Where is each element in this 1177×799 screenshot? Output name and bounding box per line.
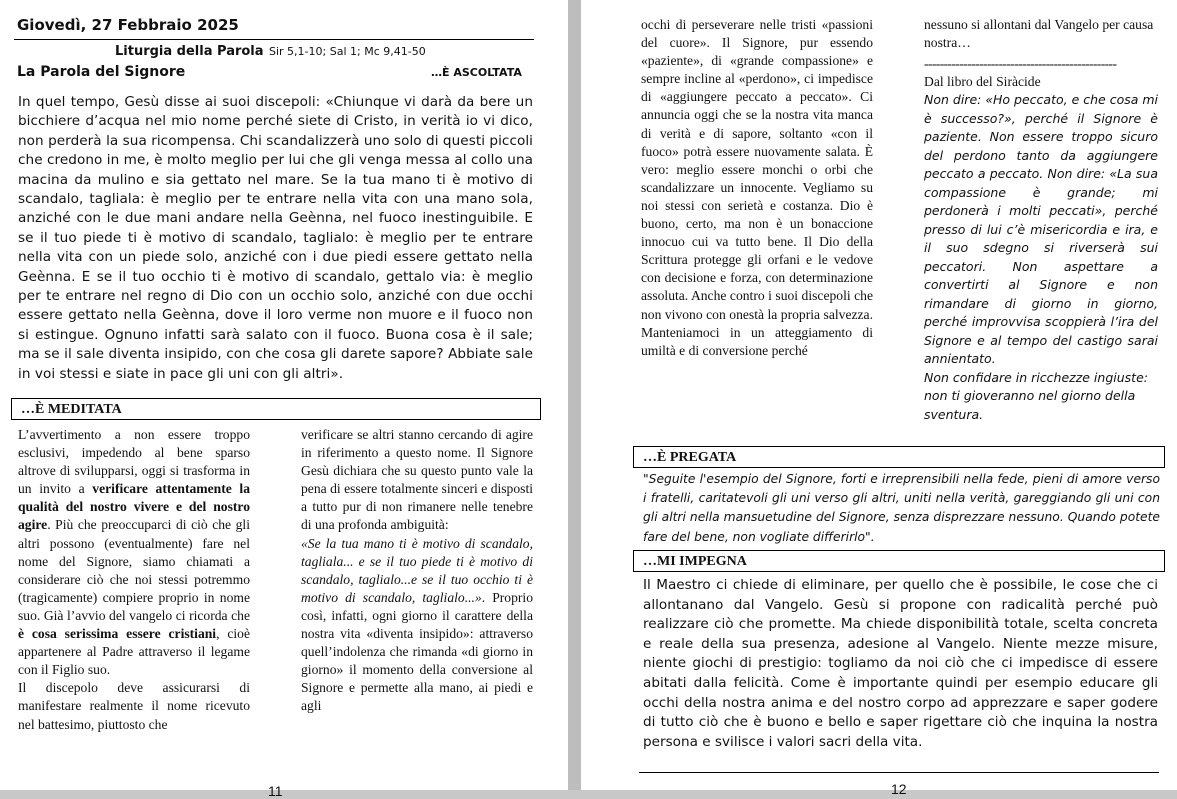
gospel-quote: «Se la tua mano ti è motivo di scandalo, tagliala... e se il tuo piede ti è motivo di scandalo, taglialo...e se il tuo occhio ti è motivo di scandalo, taglialo...» [301,535,533,605]
meditation-paragraph-2: Il discepolo deve assicurarsi di manifestare realmente il nome ricevuto nel battesimo, piuttosto che [18,680,250,732]
sirach-title: Dal libro del Siràcide [924,74,1041,90]
meditation-paragraph-1 [18,426,250,679]
reflection-column: occhi di perseverare nelle tristi «passioni del cuore». Il Signore, pur essendo «paziente», di «grande compassione» e sempre incline al «perdono», ci impedisce di «aggiungere peccato a peccato». Ci annuncia oggi che se la nostra vita manca di verità e di sapore, soltanto «con il fuoco» potrà essere nuovamente salata. È vero: meglio essere monchi o orbi che scandalizzare un innocente. Vegliamo su noi stessi con serietà e costanza. Dio è buono, certo, ma non è un bonaccione innocuo cui va tutto bene. Il Dio della Scrittura protegge gli orfani e le vedove con decisione e forza, con determinazione assoluta. Anche contro i suoi discepoli che non vivono con onestà la propria salvezza. Manteniamoci in un atteggiamento di umiltà e di conversione perché [641,17,873,358]
med-text: , cioè appartenere al Padre attraverso il legame con il Figlio suo. [18,626,250,678]
meditation-column-2 [301,426,533,716]
listened-label: …È ASCOLTATA [431,66,522,79]
footer-rule [639,772,1159,773]
date-header: Giovedì, 27 Febbraio 2025 [17,16,239,34]
gospel-text: In quel tempo, Gesù disse ai suoi discepoli: «Chiunque vi darà da bere un bicchiere d’acqua nel mio nome perché siete di Cristo, in verità io vi dico, non perderà la sua ricompensa. Chi scandalizzerà uno solo di questi piccoli che credono in me, è molto meglio per lui che gli venga messa al collo una macina da mulino e sia gettato nel mare. Se la tua mano ti è motivo di scandalo, tagliala: è meglio per te entrare nella vita con una mano sola, anziché con le due mani andare nella Geènna, nel fuoco inestinguibile. E se il tuo piede ti è motivo di scandalo, taglialo: è meglio per te entrare nella vita con un piede solo, anziché con i due piedi essere gettato nella Geènna. E se il tuo occhio ti è motivo di scandalo, gettalo via: è meglio per te entrare nel regno di Dio con un occhio solo, anziché con due occhi essere gettato nella Geènna, dove il loro verme non muore e il fuoco non si estingue. Ognuno infatti sarà salato con il fuoco. Buona cosa è il sale; ma se il sale diventa insipido, con che cosa gli darete sapore? Abbiate sale in voi stessi e siate in pace gli uni con gli altri». [18,94,533,382]
meditation-column-1 [18,426,250,734]
liturgy-references: Sir 5,1-10; Sal 1; Mc 9,41-50 [269,45,426,58]
prayed-section-header [633,446,1165,468]
meditation-paragraph-4 [301,535,533,716]
med-bold-text: verificare attentamente la qualità del nostro vivere e del nostro agire [18,481,251,533]
word-title: La Parola del Signore [17,64,186,80]
med-bold-text: è cosa serissima essere cristiani [18,626,217,642]
med-text: . Proprio così, infatti, ogni giorno il carattere della nostra vita «diventa insipido»: attraverso quell’indolenza che rimanda «di giorno in giorno» il momento della conversione al Signore e permette alla mano, ai piedi e agli [301,589,533,714]
prayed-label: …È PREGATA [643,450,737,465]
prayer-text: "Seguite l'esempio del Signore, forti e irreprensibili nella fede, pieni di amore verso i fratelli, caritatevoli gli uni verso gli altri, uniti nella verità, gareggiando gli uni con gli altri nella mansuetudine del Signore, senza disprezzare nessuno. Quando potete fare del bene, non vogliate differirlo". [643,472,1160,544]
sirach-text: Non dire: «Ho peccato, e che cosa mi è successo?», perché il Signore è paziente. Non essere troppo sicuro del perdono tanto da aggiungere peccato a peccato. Non dire: «La sua compassione è grande; mi perdonerà i molti peccati», perché presso di lui c’è misericordia e ira, e il suo sdegno si riverserà sui peccatori. Non aspettare a convertirti al Signore e non rimandare di giorno in giorno, perché improvvisa scoppierà l’ira del Signore e al tempo del castigo sarai annientato. [924,92,1159,367]
sirach-text-2: Non confidare in ricchezze ingiuste: [924,369,1148,385]
sirach-text-3: non ti gioveranno nel giorno della sventura. [924,388,1136,422]
left-page [0,0,568,799]
header-rule [14,39,534,40]
commitment-text: Il Maestro ci chiede di eliminare, per quello che è possibile, le cose che ci allontanano dal Vangelo. Gesù si propone con radicalità perché può realizzare ciò che promette. Ma chiede disponibilità totale, scelta concreta e reale della sua presenza, adesione al Vangelo. Niente mezze misure, niente giochi di prestigio: togliamo da noi ciò che ci impedisce di essere abitati dalla felicità. Come è importante quindi per esempio educare gli occhi della nostra anima e del nostro corpo ad apprezzare e saper godere di tutto ciò che è buono e bello e saper rigettare ciò che inquina la nostra persona e svilisce i valori sacri della vita. [643,577,1158,750]
reflection-continuation: nessuno si allontani dal Vangelo per causa nostra… [924,17,1154,51]
sirach-column [924,16,1158,424]
med-text: . Più che preoccuparci di ciò che gli altri possono (eventualmente) fare nel nome del Signore, siamo chiamati a considerare ciò che noi stessi potremmo (tragicamente) compiere proprio in nome suo. Già l’avvio del vangelo ci ricorda che [18,517,250,623]
meditated-label: …È MEDITATA [21,402,122,417]
page-gutter [568,0,581,790]
right-page [581,0,1177,797]
commit-section-header [633,550,1165,572]
page-number-right: 12 [891,781,907,797]
meditation-paragraph-3: verificare se altri stanno cercando di agire in riferimento a questo nome. Il Signore Gesù dichiara che su questo punto vale la pena di essere totalmente sinceri e disposti a tutto pur di non rimanere nelle tenebre di una profonda ambiguità: [301,427,533,533]
commit-label: …MI IMPEGNA [643,554,747,569]
liturgy-title: Liturgia della Parola [115,44,264,59]
separator-line: ------------------------------------------------- [924,56,1117,72]
med-text: L’avvertimento a non essere troppo esclusivi, impedendo al bene sparso altrove di svilupparsi, oggi si trasforma in un invito a [18,427,250,497]
meditated-section-header [11,398,541,420]
page-number-left: 11 [268,783,283,799]
